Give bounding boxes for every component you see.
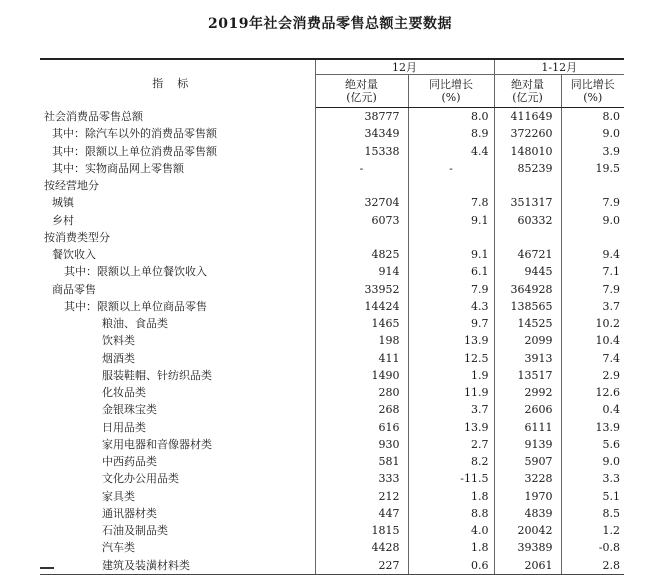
ytd-yoy-cell: 3.9 [602,144,620,158]
ytd-abs-cell: 411649 [494,108,561,126]
ytd-yoy-cell: 8.0 [602,110,620,123]
retail-data-table [40,58,624,575]
abs-label: 绝对量 [511,78,544,91]
footnote-mark [40,567,54,569]
yoy-unit: (%) [441,91,461,104]
month-abs-cell: 447 [315,505,408,522]
table-row [40,470,624,487]
row-label: 汽车类 [40,539,315,556]
month-yoy-cell: 1.8 [408,488,494,505]
month-abs-cell: 38777 [315,108,408,126]
ytd-abs-cell: 2061 [494,557,561,575]
table-row [40,125,624,142]
ytd-abs-cell: 3913 [494,350,561,367]
ytd-abs-cell: 6111 [494,419,561,436]
month-abs-cell [315,177,408,194]
month-abs-cell: 616 [315,419,408,436]
ytd-abs-header [494,75,561,108]
table-row [40,246,624,263]
ytd-yoy-cell: 7.9 [602,282,620,296]
yoy-label: 同比增长 [570,78,615,91]
table-row [40,350,624,367]
table-row [40,263,624,280]
ytd-yoy-cell: 5.6 [602,437,620,451]
month-yoy-cell: 1.8 [408,539,494,556]
row-label: 乡村 [40,212,315,229]
month-abs-cell: 411 [315,350,408,367]
month-abs-cell: 4825 [315,246,408,263]
page-title: 2019年社会消费品零售总额主要数据 [208,16,452,32]
row-label: 其中：限额以上单位商品零售 [40,298,315,315]
ytd-yoy-cell: 9.4 [602,248,620,261]
month-yoy-cell: 0.6 [408,557,494,575]
ytd-yoy-cell: 7.4 [602,351,620,365]
month-yoy-cell: 8.2 [408,453,494,470]
ytd-abs-cell: 3228 [494,470,561,487]
table-row [40,298,624,315]
table-row [40,332,624,349]
month-yoy-cell: 1.9 [408,367,494,384]
month-yoy-cell: 9.1 [408,246,494,263]
month-yoy-cell: 9.1 [408,212,494,229]
month-abs-cell: 930 [315,436,408,453]
month-abs-cell: 34349 [315,125,408,142]
ytd-abs-cell: 9445 [494,263,561,280]
row-label: 家用电器和音像器材类 [40,436,315,453]
table-row [40,108,624,126]
ytd-yoy-cell: 2.9 [602,368,620,382]
ytd-yoy-cell: 10.2 [595,317,620,330]
table-row [40,539,624,556]
table-header [40,59,624,108]
row-label: 社会消费品零售总额 [40,108,315,126]
row-label: 饮料类 [40,332,315,349]
month-yoy-cell [408,177,494,194]
month-abs-cell: 1465 [315,315,408,332]
table-body [40,108,624,575]
month-yoy-cell: 4.0 [408,522,494,539]
ytd-yoy-cell: 7.9 [602,196,620,210]
yoy-label: 同比增长 [429,78,473,91]
table-row [40,281,624,298]
month-yoy-cell [408,229,494,246]
month-abs-cell: 333 [315,470,408,487]
table-row [40,505,624,522]
ytd-yoy-cell: 3.7 [602,299,620,313]
abs-unit: (亿元) [346,91,377,104]
table-row [40,419,624,436]
ytd-abs-cell: 372260 [494,125,561,142]
row-label: 按消费类型分 [40,229,315,246]
row-label: 城镇 [40,194,315,211]
month-yoy-cell: 12.5 [408,350,494,367]
row-label: 文化办公用品类 [40,470,315,487]
ytd-yoy-cell: 19.5 [595,161,620,175]
month-yoy-cell: -11.5 [408,470,494,487]
abs-unit: (亿元) [512,91,543,104]
ytd-yoy-cell: 3.3 [602,472,620,486]
month-yoy-cell: 3.7 [408,401,494,418]
month-group-header: 12月 [315,59,494,75]
ytd-group-header: 1-12月 [494,59,624,75]
ytd-abs-cell: 13517 [494,367,561,384]
ytd-yoy-cell: 9.0 [602,127,620,141]
ytd-yoy-cell: 1.2 [602,524,620,537]
ytd-yoy-header [561,75,624,108]
row-label: 家具类 [40,488,315,505]
row-label: 粮油、食品类 [40,315,315,332]
month-yoy-cell: 13.9 [408,332,494,349]
table-row [40,522,624,539]
month-abs-cell: 268 [315,401,408,418]
ytd-yoy-cell: 2.8 [561,557,624,575]
row-label: 服装鞋帽、针纺织品类 [40,367,315,384]
month-yoy-cell: 9.7 [408,315,494,332]
row-label: 金银珠宝类 [40,401,315,418]
table-row [40,367,624,384]
month-abs-cell: 4428 [315,539,408,556]
ytd-abs-cell: 20042 [494,522,561,539]
ytd-abs-cell: 4839 [494,505,561,522]
ytd-abs-cell: 14525 [494,315,561,332]
ytd-abs-cell: 1970 [494,488,561,505]
row-label: 其中：限额以上单位餐饮收入 [40,263,315,280]
month-abs-cell: 1490 [315,367,408,384]
abs-label: 绝对量 [345,78,378,91]
ytd-abs-cell: 9139 [494,436,561,453]
month-abs-cell: 14424 [315,298,408,315]
table-row [40,143,624,160]
month-yoy-header [408,75,494,108]
indicator-header: 指标 [40,59,315,108]
ytd-yoy-cell: 13.9 [595,420,620,434]
month-yoy-cell: 13.9 [408,419,494,436]
table-row [40,315,624,332]
table-row [40,384,624,401]
ytd-abs-cell: 46721 [494,246,561,263]
ytd-yoy-cell: 12.6 [595,386,620,399]
ytd-yoy-cell: 0.4 [602,403,620,417]
month-yoy-cell: 4.3 [408,298,494,315]
row-label: 化妆品类 [40,384,315,401]
table-row [40,177,624,194]
ytd-yoy-cell: -0.8 [598,541,620,555]
row-label: 石油及制品类 [40,522,315,539]
month-yoy-cell: - [408,160,494,177]
row-label: 商品零售 [40,281,315,298]
month-yoy-cell: 4.4 [408,143,494,160]
ytd-yoy-cell: 7.1 [602,265,620,279]
table-row [40,229,624,246]
ytd-abs-cell: 364928 [494,281,561,298]
row-label: 烟酒类 [40,350,315,367]
month-abs-cell: 280 [315,384,408,401]
ytd-yoy-cell: 8.5 [602,506,620,520]
row-label: 通讯器材类 [40,505,315,522]
month-abs-cell: 914 [315,263,408,280]
month-abs-cell: 1815 [315,522,408,539]
month-yoy-cell: 7.8 [408,194,494,211]
yoy-unit: (%) [583,91,603,104]
ytd-abs-cell: 2992 [494,384,561,401]
month-yoy-cell: 8.9 [408,125,494,142]
table-row [40,488,624,505]
row-label: 其中：限额以上单位消费品零售额 [40,143,315,160]
ytd-abs-cell [494,229,561,246]
row-label: 其中：除汽车以外的消费品零售额 [40,125,315,142]
ytd-abs-cell: 351317 [494,194,561,211]
ytd-abs-cell: 2606 [494,401,561,418]
month-abs-cell: 227 [315,557,408,575]
ytd-abs-cell: 148010 [494,143,561,160]
month-yoy-cell: 8.8 [408,505,494,522]
ytd-yoy-cell [561,177,624,194]
month-yoy-cell: 6.1 [408,263,494,280]
ytd-abs-cell: 85239 [494,160,561,177]
row-label: 建筑及装潢材料类 [40,557,315,575]
ytd-yoy-cell: 5.1 [602,489,620,503]
table-row [40,194,624,211]
month-abs-cell: 15338 [315,143,408,160]
ytd-abs-cell: 2099 [494,332,561,349]
month-abs-cell: 33952 [315,281,408,298]
ytd-yoy-cell: 9.0 [602,213,620,227]
month-abs-cell: 581 [315,453,408,470]
month-abs-cell [315,229,408,246]
row-label: 餐饮收入 [40,246,315,263]
ytd-abs-cell: 5907 [494,453,561,470]
month-yoy-cell: 11.9 [408,384,494,401]
ytd-abs-cell: 60332 [494,212,561,229]
ytd-abs-cell [494,177,561,194]
ytd-yoy-cell: 10.4 [595,334,620,348]
month-yoy-cell: 2.7 [408,436,494,453]
month-abs-cell: 6073 [315,212,408,229]
row-label: 中西药品类 [40,453,315,470]
row-label: 按经营地分 [40,177,315,194]
month-abs-cell: - [315,160,408,177]
month-abs-cell: 32704 [315,194,408,211]
row-label: 日用品类 [40,419,315,436]
month-yoy-cell: 7.9 [408,281,494,298]
month-abs-cell: 212 [315,488,408,505]
table-row [40,212,624,229]
ytd-yoy-cell [561,229,624,246]
month-abs-cell: 198 [315,332,408,349]
ytd-abs-cell: 39389 [494,539,561,556]
month-abs-header [315,75,408,108]
table-row [40,453,624,470]
ytd-abs-cell: 138565 [494,298,561,315]
row-label: 其中：实物商品网上零售额 [40,160,315,177]
table-row [40,160,624,177]
table-row [40,436,624,453]
month-yoy-cell: 8.0 [408,108,494,126]
table-row [40,401,624,418]
ytd-yoy-cell: 9.0 [602,455,620,468]
